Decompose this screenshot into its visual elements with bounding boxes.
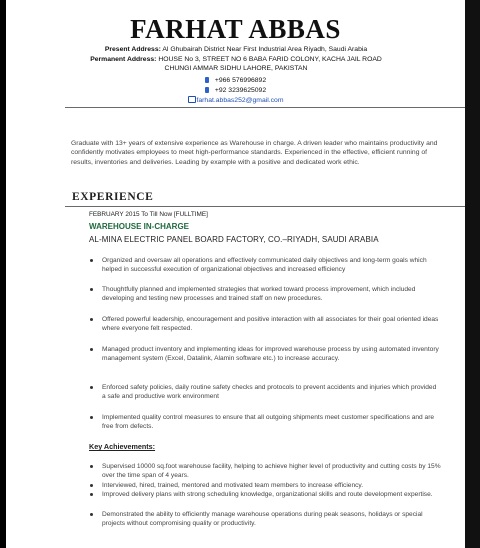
phone-icon bbox=[205, 77, 209, 83]
achievement-bullet: Improved delivery plans with strong scheduling knowledge, organizational skills and route development expertise. bbox=[102, 490, 442, 499]
present-address-value: Al Ghubairah District Near First Industrial Area Riyadh, Saudi Arabia bbox=[162, 46, 368, 53]
experience-heading: EXPERIENCE bbox=[72, 191, 154, 203]
experience-bullet: Implemented quality control measures to ensure that all outgoing shipments meet customer specifications and are free from defects. bbox=[102, 413, 440, 432]
candidate-name: FARHAT ABBAS bbox=[130, 14, 341, 44]
email-text[interactable]: farhat.abbas252@gmail.com bbox=[196, 97, 284, 104]
permanent-address bbox=[76, 55, 396, 73]
experience-bullet: Managed product inventory and implementing ideas for improved warehouse process by using automated inventory management system (Excel, Datalink, Alamin software etc.) to increase accuracy. bbox=[102, 346, 439, 363]
key-achievements-heading: Key Achievements: bbox=[89, 442, 156, 451]
job-role: WAREHOUSE IN-CHARGE bbox=[89, 222, 190, 231]
achievement-bullet: Supervised 10000 sq.foot warehouse facility, helping to achieve higher level of productivity and cutting costs by 15% over the time span of 4 years. bbox=[102, 463, 441, 480]
experience-bullet: Organized and oversaw all operations and effectively communicated daily objectives and long-term goals which helped in successful execution of organizational objectives and increased efficiency bbox=[102, 256, 440, 275]
phone-primary-text: +966 576996892 bbox=[214, 77, 267, 84]
professional-summary: Graduate with 13+ years of extensive experience as Warehouse in charge. A driven leader who maintains productivity and confidently motivates employees to meet high-performance standards. Experienced in the effective, efficient running of results, inventories and deliveries. Leading by example with a positive and dedicated work ethic. bbox=[71, 140, 438, 166]
resume-page bbox=[6, 0, 465, 548]
email-link[interactable] bbox=[6, 96, 465, 104]
job-company: AL-MINA ELECTRIC PANEL BOARD FACTORY, CO.–RIYADH, SAUDI ARABIA bbox=[89, 235, 379, 244]
phone-secondary-text: +92 3239625092 bbox=[214, 87, 267, 94]
phone-secondary bbox=[6, 87, 465, 94]
phone-icon bbox=[205, 87, 209, 93]
mail-icon bbox=[188, 96, 196, 103]
present-address bbox=[46, 45, 426, 54]
permanent-address-value: HOUSE No 3, STREET NO 6 BABA FARID COLONY, KACHA JAIL ROAD CHUNGI AMMAR SIDHU LAHORE, PAKISTAN bbox=[158, 56, 382, 72]
present-address-label: Present Address: bbox=[104, 46, 161, 53]
experience-bullet: Thoughtfully planned and implemented strategies that worked toward process improvement, which included developing and testing new processes and trained staff on new procedures. bbox=[102, 285, 440, 304]
experience-divider bbox=[65, 206, 465, 207]
header-divider bbox=[65, 107, 465, 108]
experience-bullet: Enforced safety policies, daily routine safety checks and protocols to prevent accidents and injuries which provided a safe and productive work environment bbox=[102, 383, 440, 402]
achievement-bullet: Demonstrated the ability to efficiently manage warehouse operations during peak seasons, holidays or special projects without compromising quality or productivity. bbox=[102, 510, 442, 529]
experience-bullet: Offered powerful leadership, encouragement and positive interaction with all associates for their goal oriented ideas where everyone felt respected. bbox=[102, 316, 439, 333]
job-date: FEBRUARY 2015 To Till Now [FULLTIME] bbox=[89, 211, 208, 218]
achievement-bullet: Interviewed, hired, trained, mentored and motivated team members to increase efficiency. bbox=[102, 481, 442, 490]
phone-primary bbox=[6, 77, 465, 84]
permanent-address-label: Permanent Address: bbox=[90, 56, 157, 63]
page-edge-shadow bbox=[465, 0, 480, 548]
